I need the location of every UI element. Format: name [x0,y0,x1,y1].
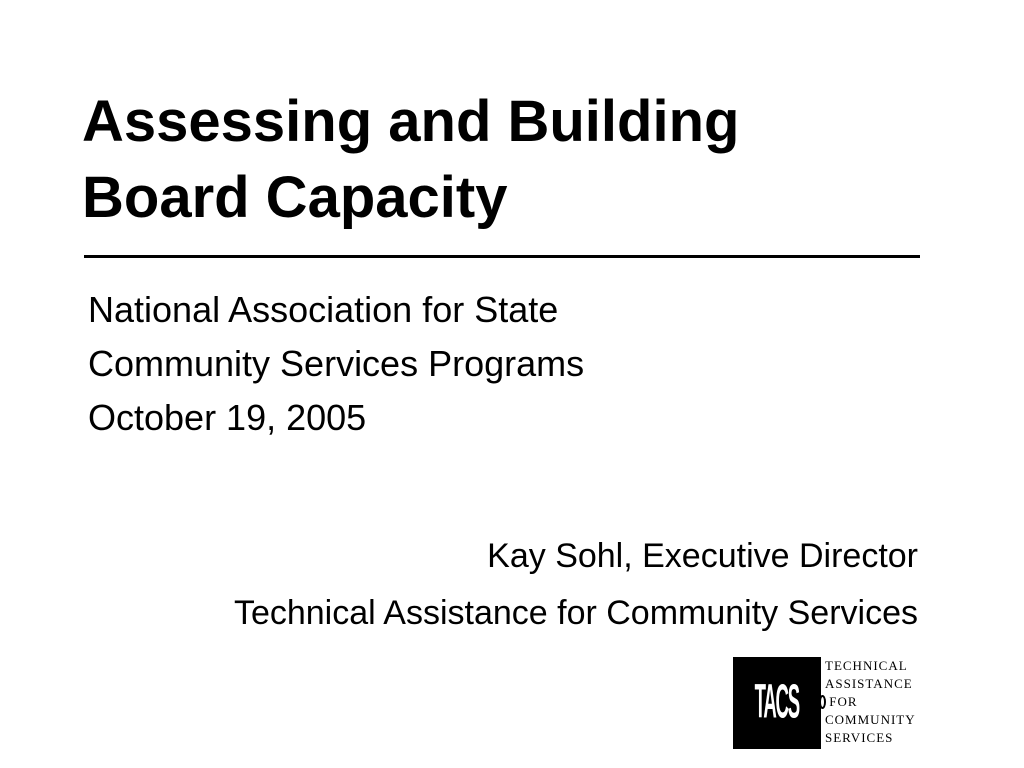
subtitle-block [88,283,584,445]
tacs-logo-mark [733,657,821,749]
subtitle-line-date: October 19, 2005 [88,397,367,438]
subtitle-line-organization: National Association for State [88,289,559,330]
logo-wordmark-line: FOR [825,694,858,709]
tacs-logo-mark-text: TACS [754,675,800,729]
title-line: Board Capacity [82,165,508,230]
logo-wordmark-line: TECHNICAL [825,658,908,673]
title-line: Assessing and Building [82,89,740,154]
logo-wordmark-line: SERVICES [825,730,894,745]
tacs-logo-wordmark [825,657,916,747]
logo-wordmark-line: COMMUNITY [825,712,916,727]
slide-title [82,84,942,236]
presenter-block [234,528,918,642]
title-divider [84,255,920,258]
presenter-name: Kay Sohl, Executive Director [487,537,918,575]
tacs-logo [733,657,943,749]
subtitle-line-organization-cont: Community Services Programs [88,343,585,384]
presenter-organization: Technical Assistance for Community Services [233,594,918,632]
logo-wordmark-line: ASSISTANCE [825,676,913,691]
